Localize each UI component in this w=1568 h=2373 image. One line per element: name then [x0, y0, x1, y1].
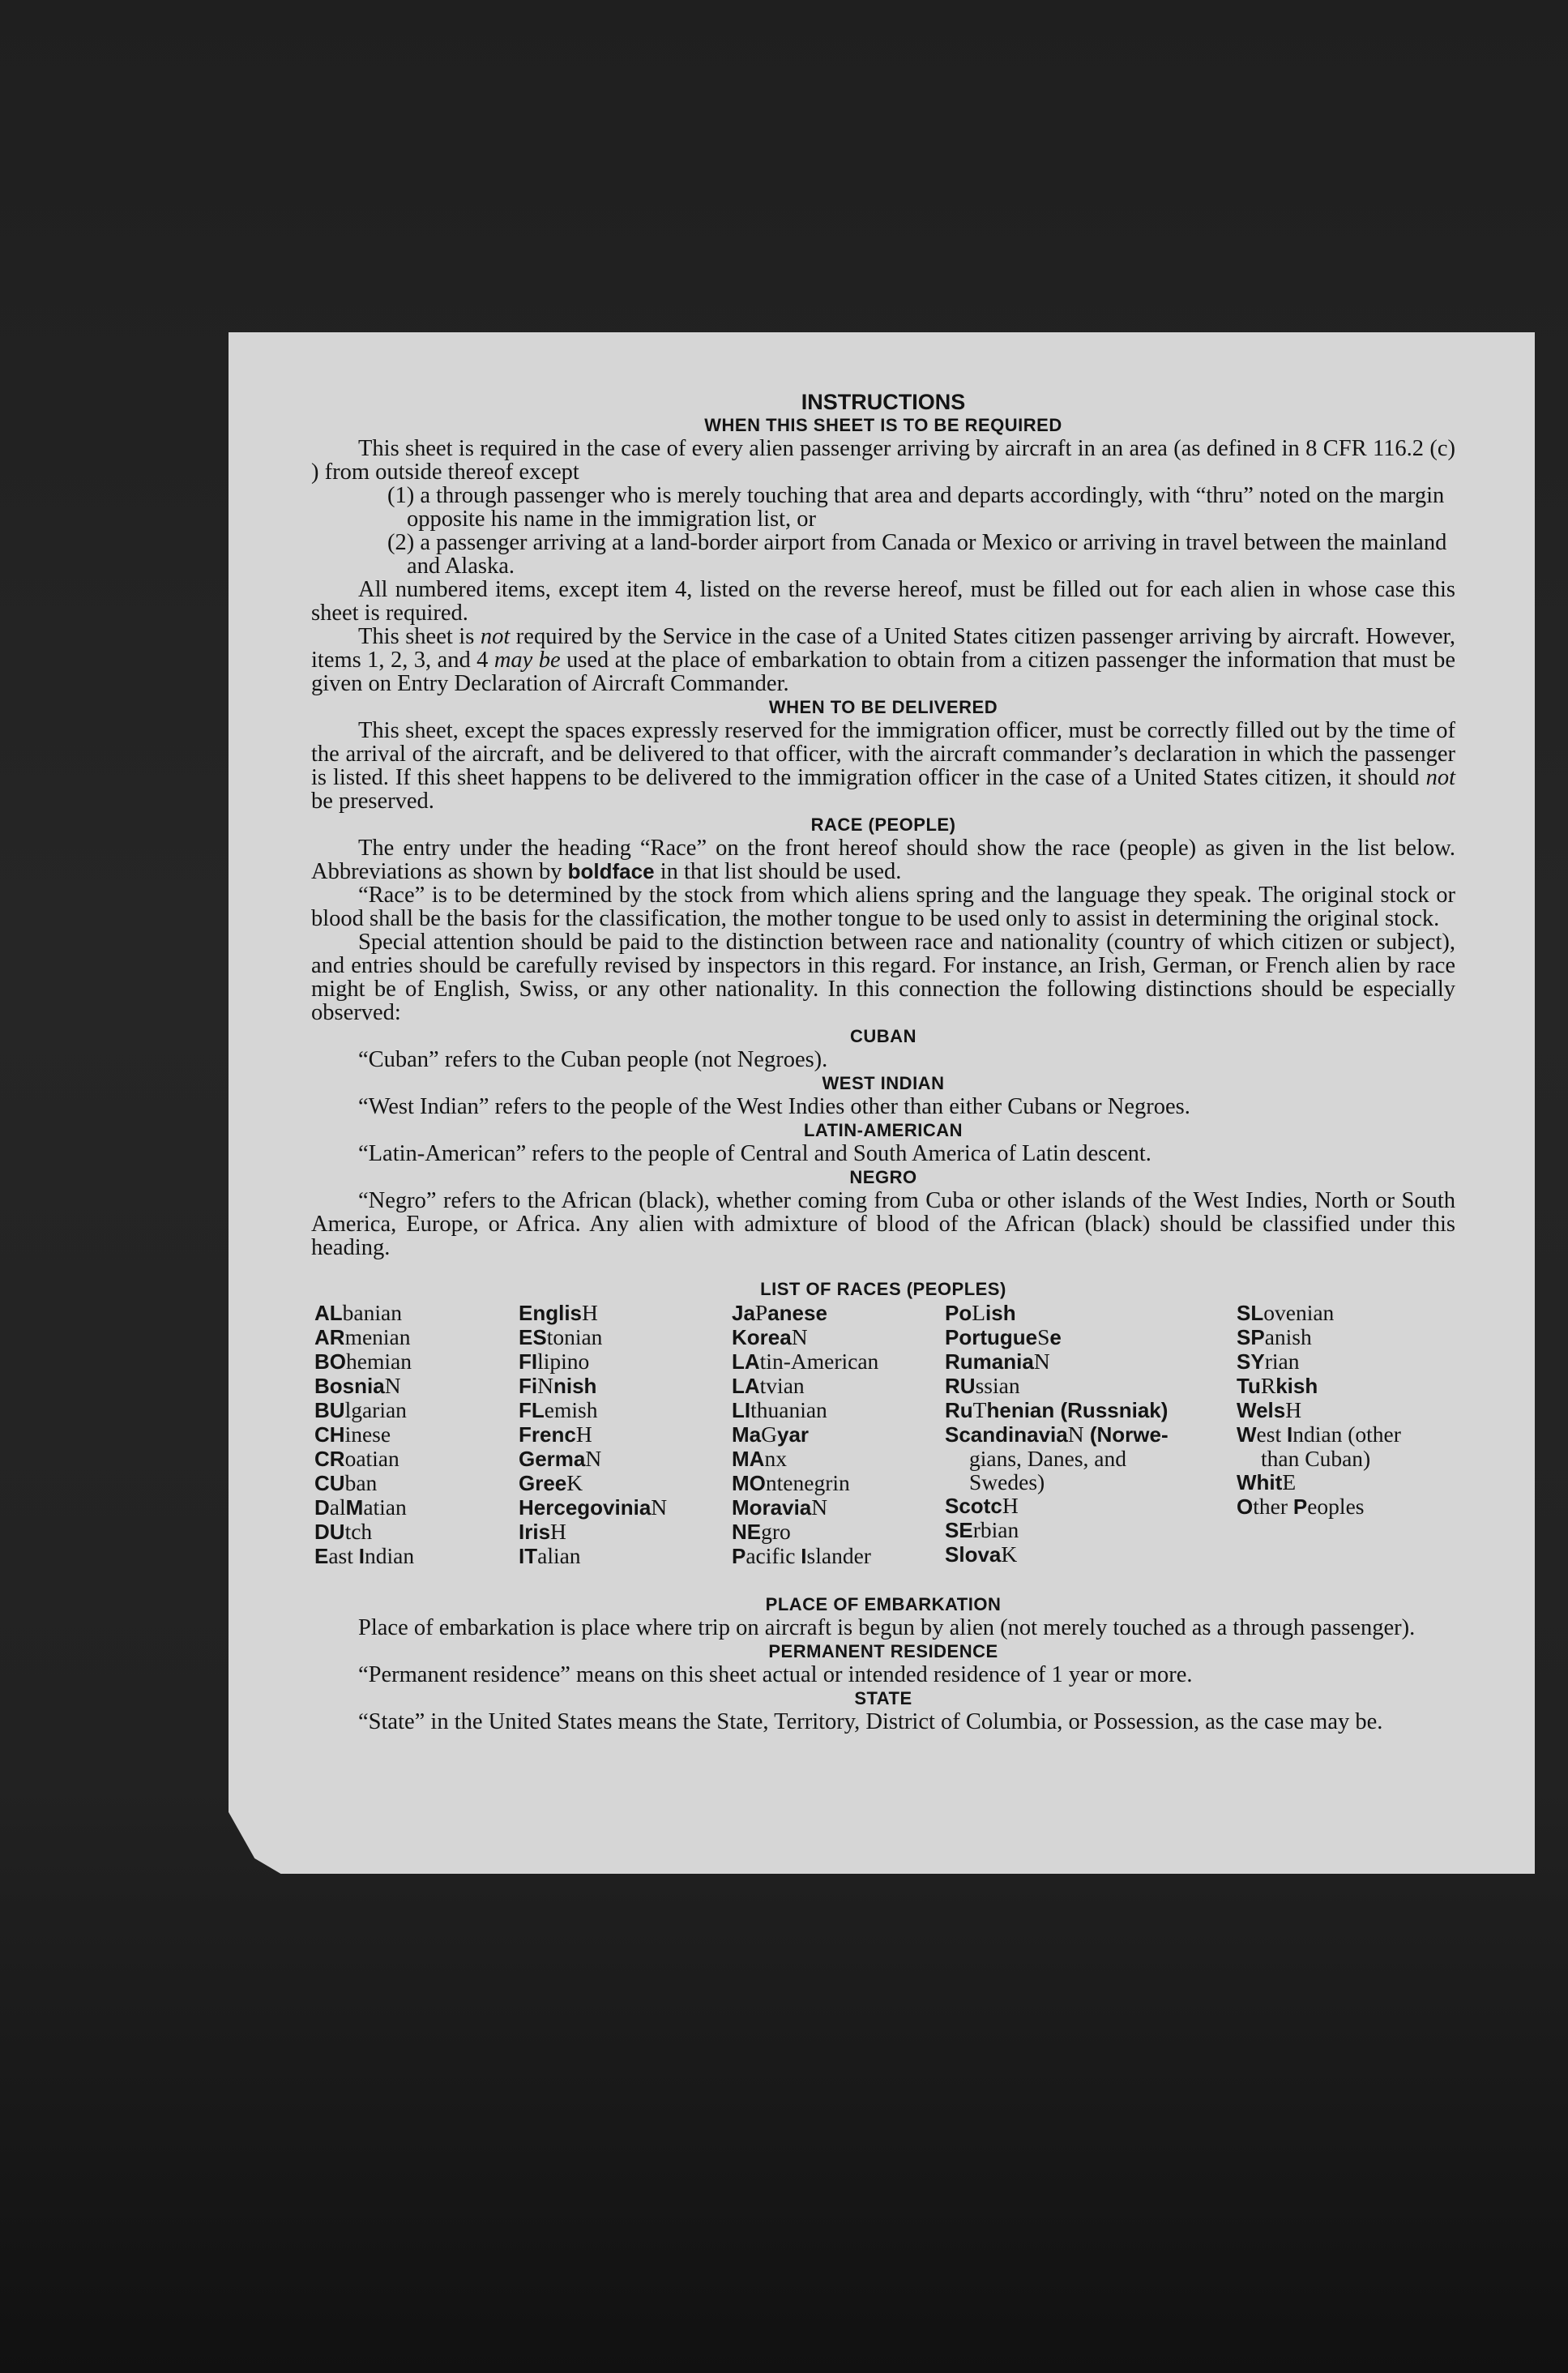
race-entry: CUban	[314, 1470, 378, 1495]
race-entry: EnglisH	[519, 1300, 598, 1325]
instructions-content	[311, 391, 1455, 1734]
race-entry: CRoatian	[314, 1446, 399, 1471]
race-entry: SlovaK	[945, 1541, 1018, 1567]
heading-latin-american: LATIN-AMERICAN	[803, 1120, 963, 1140]
race-entry: RUssian	[945, 1373, 1020, 1398]
race-entry: SLovenian	[1237, 1300, 1335, 1325]
race-entry: BUlgarian	[314, 1397, 407, 1422]
race-entry: ARmenian	[314, 1324, 411, 1349]
race-entry: WhitE	[1237, 1469, 1297, 1494]
race-entry: Other Peoples	[1237, 1494, 1365, 1519]
race-entry: PoLish	[945, 1300, 1016, 1325]
citizen-paragraph: This sheet is not required by the Service in the case of a United States citizen passenger arriving by aircraft. However, items 1, 2, 3, and 4 may be used at the place of embarkation to obtain from a citizen passenger the information that must be given on Entry Declaration of Aircraft Commander.	[311, 624, 1455, 696]
race-entry: IrisH	[519, 1519, 566, 1544]
west-indian-text: “West Indian” refers to the people of the West Indies other than either Cubans or Negroes.	[358, 1094, 1190, 1119]
race-entry: Swedes)	[969, 1469, 1045, 1494]
race-entry: ALbanian	[314, 1300, 402, 1325]
permanent-residence-text: “Permanent residence” means on this sheet actual or intended residence of 1 year or more.	[358, 1662, 1193, 1687]
race-column-3	[732, 1301, 878, 1568]
race-paragraph-1: The entry under the heading “Race” on the front hereof should show the race (people) as given in the list below. Abbreviations as shown by boldface in that list should be used.	[311, 836, 1455, 884]
race-entry: RuThenian (Russniak)	[945, 1397, 1169, 1422]
race-entry: FrencH	[519, 1422, 592, 1447]
negro-text: “Negro” refers to the African (black), whether coming from Cuba or other islands of the West Indies, North or South America, Europe, or Africa. Any alien with admixture of blood of the African (black) should be classified under this heading.	[311, 1188, 1455, 1260]
race-entry: EStonian	[519, 1324, 603, 1349]
race-entry: NEgro	[732, 1519, 791, 1544]
heading-cuban: CUBAN	[850, 1026, 916, 1046]
heading-when-delivered: WHEN TO BE DELIVERED	[768, 697, 998, 717]
race-entry: LAtvian	[732, 1373, 805, 1398]
race-entry: GermaN	[519, 1446, 602, 1471]
race-entry: MoraviaN	[732, 1494, 828, 1520]
heading-when-required: WHEN THIS SHEET IS TO BE REQUIRED	[704, 415, 1062, 435]
race-column-5	[1237, 1301, 1401, 1519]
race-entry: ScotcH	[945, 1493, 1019, 1518]
race-entry: FLemish	[519, 1397, 598, 1422]
heading-embarkation: PLACE OF EMBARKATION	[765, 1594, 1002, 1614]
page-title: INSTRUCTIONS	[801, 390, 966, 414]
race-column-4	[945, 1301, 1169, 1567]
heading-race: RACE (PEOPLE)	[810, 815, 956, 835]
heading-list-of-races: LIST OF RACES (PEOPLES)	[760, 1279, 1006, 1299]
race-entry: MOntenegrin	[732, 1470, 850, 1495]
embarkation-text: Place of embarkation is place where trip on aircraft is begun by alien (not merely touched as a through passenger).	[358, 1615, 1416, 1640]
race-entry: ITalian	[519, 1543, 581, 1568]
race-entry: West Indian (other	[1237, 1422, 1401, 1447]
race-column-1	[314, 1301, 414, 1568]
race-entry: ScandinaviaN (Norwe-	[945, 1422, 1169, 1447]
race-entry: JaPanese	[732, 1300, 827, 1325]
race-entry: LIthuanian	[732, 1397, 827, 1422]
cuban-text: “Cuban” refers to the Cuban people (not Negroes).	[358, 1047, 828, 1072]
race-list	[311, 1301, 1455, 1593]
race-entry: DUtch	[314, 1519, 373, 1544]
race-entry: WelsH	[1237, 1397, 1302, 1422]
heading-negro: NEGRO	[849, 1167, 917, 1187]
race-entry: LAtin-American	[732, 1349, 879, 1374]
race-entry: KoreaN	[732, 1324, 808, 1349]
race-entry: SPanish	[1237, 1324, 1312, 1349]
race-entry: MaGyar	[732, 1422, 810, 1447]
latin-american-text: “Latin-American” refers to the people of Central and South America of Latin descent.	[358, 1141, 1151, 1166]
race-paragraph-2: “Race” is to be determined by the stock from which aliens spring and the language they speak. The original stock or blood shall be the basis for the classification, the mother tongue to be used only to assist in determining the original stock.	[311, 883, 1455, 931]
exception-2: (2) a passenger arriving at a land-border airport from Canada or Mexico or arriving in travel between the mainland and Alaska.	[387, 530, 1447, 579]
heading-permanent-residence: PERMANENT RESIDENCE	[768, 1641, 998, 1661]
race-entry: SErbian	[945, 1517, 1019, 1542]
race-entry: RumaniaN	[945, 1349, 1050, 1374]
race-entry: HercegoviniaN	[519, 1494, 668, 1520]
race-entry: FiNnish	[519, 1373, 597, 1398]
race-column-2	[519, 1301, 667, 1568]
race-entry: CHinese	[314, 1422, 391, 1447]
race-entry: GreeK	[519, 1470, 583, 1495]
race-entry: SYrian	[1237, 1349, 1300, 1374]
when-required-intro: This sheet is required in the case of every alien passenger arriving by aircraft in an area (as defined in 8 CFR 116.2 (c) ) from outside thereof except	[311, 436, 1455, 485]
race-entry: MAnx	[732, 1446, 787, 1471]
race-entry: than Cuban)	[1261, 1446, 1371, 1471]
race-entry: BosniaN	[314, 1373, 401, 1398]
heading-west-indian: WEST INDIAN	[822, 1073, 945, 1093]
race-entry: TuRkish	[1237, 1373, 1318, 1398]
race-entry: BOhemian	[314, 1349, 412, 1374]
exception-1: (1) a through passenger who is merely touching that area and departs accordingly, with “thru” noted on the margin opposite his name in the immigration list, or	[387, 483, 1445, 532]
heading-state: STATE	[854, 1688, 912, 1708]
when-delivered-text: This sheet, except the spaces expressly reserved for the immigration officer, must be correctly filled out by the time of the arrival of the aircraft, and be delivered to that officer, with the aircraft commander’s declaration in which the passenger is listed. If this sheet happens to be delivered to the immigration officer in the case of a United States citizen, it should not be preserved.	[311, 718, 1455, 814]
race-paragraph-3: Special attention should be paid to the distinction between race and nationality (country of which citizen or subject), and entries should be carefully revised by inspectors in this regard. For instance, an Irish, German, or French alien by race might be of English, Swiss, or any other nationality. In this connection the following distinctions should be especially observed:	[311, 930, 1455, 1025]
state-text: “State” in the United States means the State, Territory, District of Columbia, or Possession, as the case may be.	[358, 1709, 1383, 1734]
race-entry: PortugueSe	[945, 1324, 1062, 1349]
race-entry: DalMatian	[314, 1494, 407, 1520]
race-entry: East Indian	[314, 1543, 415, 1568]
race-entry: FIlipino	[519, 1349, 590, 1374]
numbered-items-text: All numbered items, except item 4, listed on the reverse hereof, must be filled out for each alien in whose case this sheet is required.	[311, 577, 1455, 626]
race-entry: gians, Danes, and	[969, 1446, 1126, 1471]
race-entry: Pacific Islander	[732, 1543, 871, 1568]
